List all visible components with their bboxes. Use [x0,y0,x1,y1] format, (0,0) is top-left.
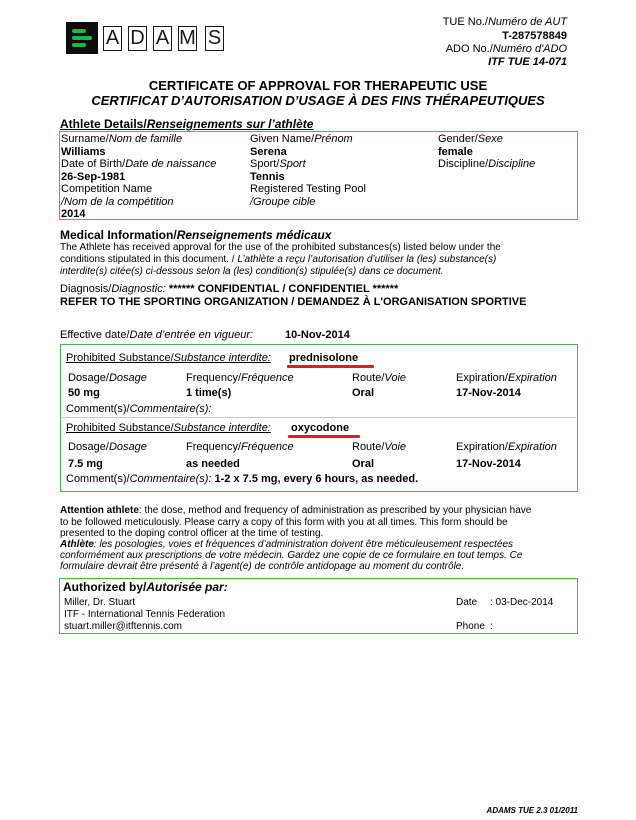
phone-value: : [490,621,493,632]
logo-letter: A [153,26,172,51]
authorized-date-value: : 03-Dec-2014 [490,597,554,608]
discipline-label: Discipline/Discipline [438,158,536,170]
ado-number-label: ADO No./Numéro d'ADO [445,43,567,55]
certificate-title-fr: CERTIFICAT D’AUTORISATION D’USAGE À DES FINS THÉRAPEUTIQUES [91,93,545,108]
expiration-value: 17-Nov-2014 [456,458,521,470]
authorizer-email[interactable]: stuart.miller@itftennis.com [64,621,182,632]
ado-number-value: ITF TUE 14-071 [488,56,567,68]
attention-text-fr-line3: formulaire devrait être présenté à l’agent(e) de contrôle antidopage au moment du contrôle. [60,561,465,572]
tue-number-value: T-287578849 [502,30,567,42]
comment-label: Comment(s)/Commentaire(s): 1-2 x 7.5 mg, every 6 hours, as needed. [66,473,419,485]
logo-letter: M [179,27,196,49]
dob-label: Date of Birth/Date de naissance [61,158,217,170]
approval-text-en: The Athlete has received approval for the use of the prohibited substances(s) listed below under the [60,242,501,253]
sport-label: Sport/Sport [250,158,306,170]
substance-label: Prohibited Substance/Substance interdite: [66,422,271,434]
substance-name: prednisolone [289,352,359,364]
logo-letter: S [205,26,224,51]
approval-text-mixed: conditions stipulated in this document. / L’athlète a reçu l’autorisation d’utiliser la (les) substance(s) [60,254,497,265]
authorized-date-label: Date [456,597,478,608]
comment-label: Comment(s)/Commentaire(s): [66,403,212,415]
rtp-label: Registered Testing Pool [250,183,366,195]
authorizer-name: Miller, Dr. Stuart [64,597,136,608]
sport-value: Tennis [250,171,285,183]
adams-logo-mark [66,22,98,54]
medical-section-title: Medical Information/Renseignements médicaux [60,228,332,242]
attention-text-line1: Attention athlete: the dose, method and frequency of administration as prescribed by your physician have [60,505,532,516]
refer-sporting-organization: REFER TO THE SPORTING ORGANIZATION / DEMANDEZ À L'ORGANISATION SPORTIVE [60,296,527,308]
frequency-value: as needed [186,458,240,470]
expiration-label: Expiration/Expiration [456,441,557,453]
surname-value: Williams [61,146,106,158]
frequency-label: Frequency/Fréquence [186,372,294,384]
surname-label: Surname/Nom de famille [61,133,183,145]
diagnosis-line: Diagnosis/Diagnostic: ****** CONFIDENTIAL / CONFIDENTIEL ****** [60,283,399,295]
substance-divider [62,417,576,418]
gender-label: Gender/Sexe [438,133,503,145]
attention-text-fr-line1: Athlète: les posologies, voies et fréquences d’administration doivent être méticuleusement respectées [60,539,514,550]
given-name-label: Given Name/Prénom [250,133,353,145]
athlete-section-title: Athlete Details/Renseignements sur l’athlète [60,117,314,131]
dosage-value: 50 mg [68,387,100,399]
substance-name-underline [288,435,360,438]
authorizer-organization: ITF - International Tennis Federation [64,609,226,620]
gender-value: female [438,146,473,158]
route-value: Oral [352,387,375,399]
tue-number-label: TUE No./Numéro de AUT [442,16,567,28]
form-version: ADAMS TUE 2.3 01/2011 [486,806,578,815]
competition-label: Competition Name [61,183,153,195]
frequency-value: 1 time(s) [186,387,232,399]
frequency-label: Frequency/Fréquence [186,441,294,453]
dosage-label: Dosage/Dosage [68,441,147,453]
effective-date-value: 10-Nov-2014 [285,329,350,341]
substance-label: Prohibited Substance/Substance interdite: [66,352,271,364]
attention-text-line2: to be followed meticulously. Please carry a copy of this form with you at all times. This form should be [60,517,508,528]
route-value: Oral [352,458,375,470]
route-label: Route/Voie [352,441,407,453]
expiration-value: 17-Nov-2014 [456,387,521,399]
dosage-label: Dosage/Dosage [68,372,147,384]
route-label: Route/Voie [352,372,407,384]
effective-date-label: Effective date/Date d’entrée en vigueur: [60,329,254,341]
expiration-label: Expiration/Expiration [456,372,557,384]
dob-value: 26-Sep-1981 [61,171,126,183]
dosage-value: 7.5 mg [68,458,103,470]
given-name-value: Serena [250,146,287,158]
logo-letter: D [128,26,147,51]
phone-label: Phone [456,621,485,632]
rtp-label-fr: /Groupe cible [250,196,316,208]
attention-text-line3: presented to the doping control officer at the time of testing. [60,528,324,539]
substance-name-underline [287,365,374,368]
substance-name: oxycodone [291,422,350,434]
logo-letter: A [103,26,122,51]
competition-value: 2014 [61,208,86,220]
approval-text-fr: interdite(s) citée(s) ci-dessous selon la (les) condition(s) stipulée(s) dans ce document. [60,266,444,277]
certificate-title-en: CERTIFICATE OF APPROVAL FOR THERAPEUTIC USE [148,78,488,93]
authorized-by-title: Authorized by/Autorisée par: [63,580,228,594]
attention-text-fr-line2: conformément aux prescriptions de votre médecin. Gardez une copie de ce formulaire en tout temps. Ce [60,550,523,561]
competition-label-fr: /Nom de la compétition [61,196,174,208]
